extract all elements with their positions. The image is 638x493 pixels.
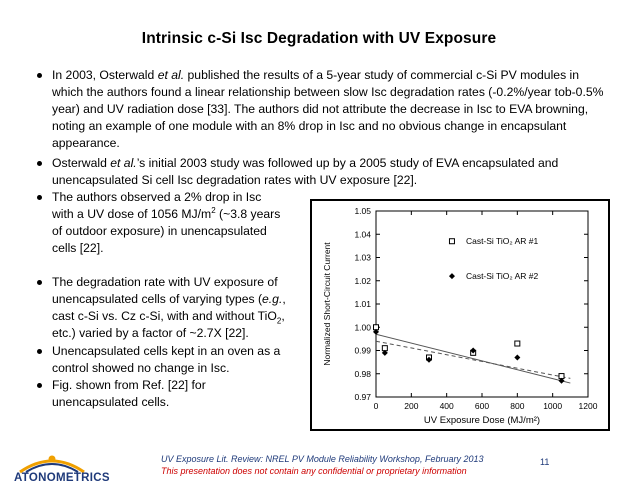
bullet-isc-drop	[52, 189, 284, 257]
legend-marker-series-2	[449, 273, 455, 279]
bullet-text: published the results of a 5-year study of commercial c-Si PV modules in which the authors found a linear relationship between slow Isc degradation rates (-0.2%/year tob-0.5% year) and UV radiation dose [33]. The authors did not attribute the decrease in Isc to EVA browning, noting an example of one module with an 8% drop in Isc and no obvious change in encapsulant appearance.	[52, 68, 604, 150]
bullet-text: , etc.) varied by a factor of ~2.7X [22].	[52, 309, 285, 340]
bullet-emphasis: et al.	[157, 68, 185, 82]
page-number: 11	[540, 457, 550, 467]
bullet-osterwald-2003	[52, 67, 612, 152]
x-tick-label: 1200	[578, 401, 598, 411]
y-tick-label: 1.01	[354, 299, 371, 309]
chart-canvas	[312, 201, 608, 429]
y-tick-label: 1.02	[354, 275, 371, 286]
bullet-oven-control	[52, 343, 292, 377]
x-tick-label: 400	[439, 401, 454, 411]
bullet-text: Fig. shown from Ref. [22] for unencapsulated cells.	[52, 378, 206, 409]
y-tick-label: 0.98	[354, 368, 371, 379]
bullet-emphasis: e.g.	[262, 292, 283, 306]
y-tick-label: 1.05	[354, 206, 371, 216]
footer-workshop-line: UV Exposure Lit. Review: NREL PV Module Reliability Workshop, February 2013	[161, 454, 484, 464]
legend-label-series-2: Cast-Si TiO₂ AR #2	[465, 271, 539, 282]
uv-isc-chart	[310, 199, 610, 431]
y-tick-label: 1.00	[354, 322, 371, 333]
logo-arc-icon	[12, 452, 142, 474]
x-tick-label: 600	[474, 401, 490, 411]
x-tick-label: 200	[404, 401, 419, 411]
legend-marker-series-1	[449, 239, 454, 244]
bullet-text: The authors observed a 2% drop in Isc with a UV dose of 1056 MJ/m	[52, 190, 262, 221]
bullet-text: , cast c-Si vs. Cz c-Si, with and without TiO	[52, 292, 286, 323]
y-tick-label: 1.04	[354, 229, 371, 240]
fit-line-series-2	[376, 334, 570, 383]
legend-label-series-1: Cast-Si TiO₂ AR #1	[465, 236, 539, 247]
x-tick-label: 1000	[543, 401, 563, 411]
bullet-osterwald-2005	[52, 155, 612, 189]
subscript: 2	[276, 316, 282, 326]
bullet-text: (~3.8 years of outdoor exposure) in unencapsulated cells [22].	[52, 207, 281, 255]
bullet-degradation-rate	[52, 274, 292, 342]
slide-title: Intrinsic c-Si Isc Degradation with UV Exposure	[141, 30, 497, 47]
y-tick-label: 1.03	[354, 252, 371, 263]
bullet-text: Osterwald	[52, 156, 111, 170]
bullet-text: Unencapsulated cells kept in an oven as a control showed no change in Isc.	[52, 344, 281, 375]
bullet-text: The degradation rate with UV exposure of unencapsulated cells of varying types (	[52, 275, 278, 306]
x-axis-label: UV Exposure Dose (MJ/m²)	[423, 415, 541, 426]
fit-line-series-1	[376, 341, 570, 378]
company-logo	[12, 452, 142, 492]
bullet-text: ’s initial 2003 study was followed up by a 2005 study of EVA encapsulated and unencapsulated Si cell Isc degradation rates with UV exposure [22].	[52, 156, 559, 187]
x-tick-label: 800	[510, 401, 525, 411]
bullet-emphasis: et al.	[110, 156, 137, 170]
logo-text: ATONOMETRICS	[14, 472, 110, 484]
y-tick-label: 0.99	[354, 345, 371, 356]
superscript: 2	[211, 205, 216, 215]
data-point-series-1	[515, 341, 520, 346]
footer-disclaimer-line: This presentation does not contain any confidential or proprietary information	[161, 466, 467, 476]
y-axis-label: Normalized Short-Circuit Current	[322, 242, 332, 366]
bullet-figure-ref	[52, 377, 292, 411]
footer	[0, 452, 638, 493]
data-point-series-2	[514, 354, 520, 360]
bullet-text: In 2003, Osterwald	[52, 68, 158, 82]
x-tick-label: 0	[373, 401, 379, 411]
y-tick-label: 0.97	[354, 392, 371, 402]
